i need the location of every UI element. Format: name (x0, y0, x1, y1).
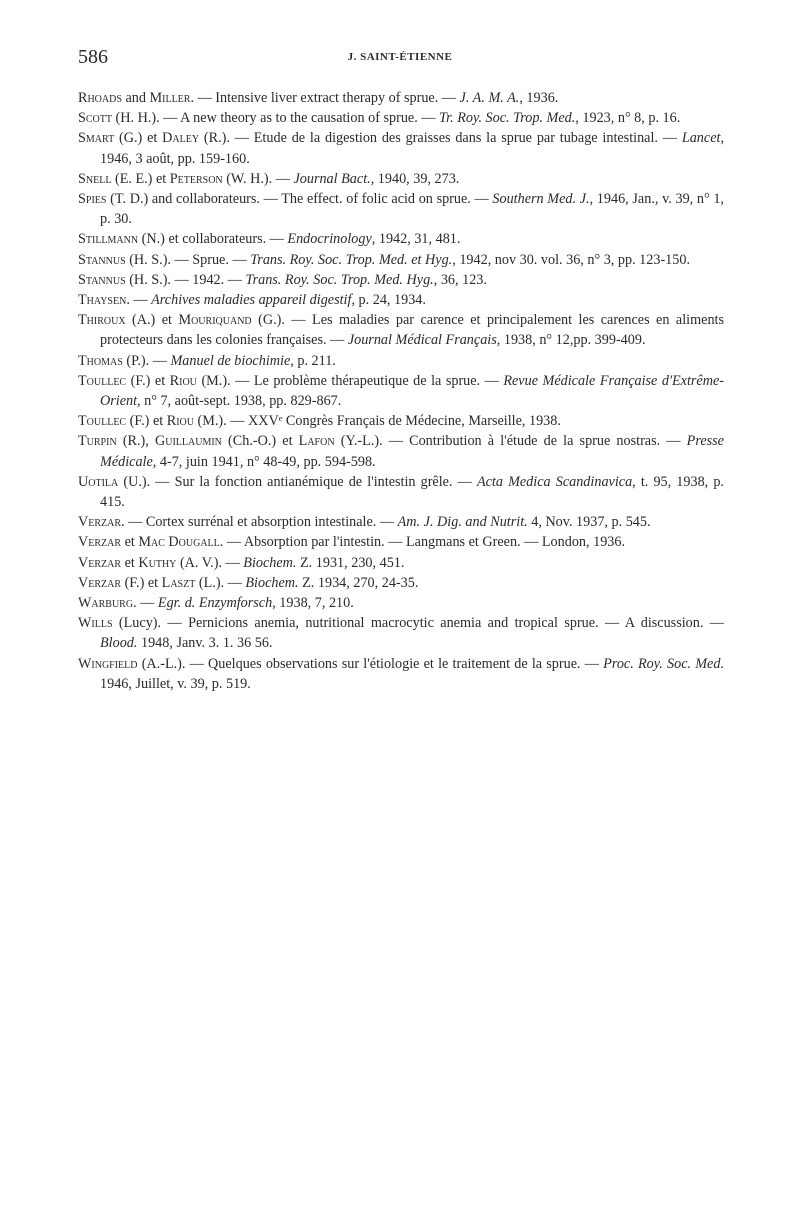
reference-author: Guillaumin (154, 433, 222, 450)
reference-entry (78, 88, 724, 108)
reference-source: Trans. Roy. Soc. Trop. Med. Hyg. (245, 271, 434, 288)
reference-text: (R.). — Etude de la digestion des graisses dans la sprue par tubage intestinal. — (199, 130, 682, 147)
reference-author: Warburg (78, 595, 134, 612)
reference-text: 1946, Juillet, v. 39, p. 519. (100, 675, 251, 692)
reference-source: Am. J. Dig. and Nutrit. (397, 514, 528, 531)
reference-text: (A.-L.). — Quelques observations sur l'étiologie et le traitement de la sprue. — (137, 655, 604, 672)
reference-author: Verzar (78, 554, 122, 571)
reference-source: Southern Med. J. (492, 191, 590, 208)
reference-author: Laszt (161, 574, 196, 591)
reference-text: , n° 7, août-sept. 1938, pp. 829-867. (137, 393, 342, 410)
reference-text: . — (126, 292, 152, 309)
reference-source: Lancet (681, 130, 721, 147)
reference-author: Stannus (78, 251, 126, 268)
reference-text: (G.). — Les maladies par carence et principalement les carences en aliments protecteurs dans les colonies françaises. — (100, 312, 724, 349)
reference-author: Verzar (78, 514, 122, 531)
reference-text: (M.). — XXVᵉ Congrès Français de Médecine, Marseille, 1938. (194, 413, 561, 430)
reference-entry (78, 169, 724, 189)
reference-author: Daley (162, 130, 200, 147)
reference-entry (78, 431, 724, 471)
reference-text: (U.). — Sur la fonction antianémique de l'intestin grêle. — (118, 473, 477, 490)
reference-source: Trans. Roy. Soc. Trop. Med. et Hyg. (250, 251, 453, 268)
reference-text: (T. D.) and collaborateurs. — The effect. of folic acid on sprue. — (106, 191, 493, 208)
reference-text: (E. E.) et (111, 170, 170, 187)
reference-source: Endocrinology (287, 231, 372, 248)
reference-text: (Ch.-O.) et (221, 433, 299, 450)
reference-text: , 4-7, juin 1941, n° 48-49, pp. 594-598. (152, 453, 376, 470)
reference-author: Stannus (78, 271, 126, 288)
reference-entry (78, 250, 724, 270)
reference-source: Presse Médicale (100, 433, 724, 470)
reference-text: . — (133, 595, 158, 612)
reference-source: Proc. Roy. Soc. Med. (603, 655, 724, 672)
reference-author: Mac Dougall (138, 534, 220, 551)
reference-text: . — Intensive liver extract therapy of sprue. — (190, 90, 460, 106)
reference-entry (78, 472, 724, 512)
reference-text: (F.) et (121, 574, 162, 591)
reference-text: , 1923, n° 8, p. 16. (575, 110, 681, 127)
reference-entry (78, 573, 724, 593)
reference-author: Verzar (78, 574, 122, 591)
reference-entry (78, 593, 724, 613)
reference-text: , 1946, Jan., v. 39, n° 1, p. 30. (100, 191, 724, 228)
reference-author: Uotila (78, 473, 119, 490)
reference-author: Riou (166, 413, 194, 430)
reference-text: (P.). — (122, 352, 171, 369)
reference-text: Z. 1931, 230, 451. (296, 554, 405, 571)
reference-text: (F.) et (126, 372, 170, 389)
reference-author: Thomas (78, 352, 123, 369)
reference-author: Thaysen (78, 292, 127, 309)
reference-text: Z. 1934, 270, 24-35. (298, 574, 419, 591)
reference-author: Peterson (169, 170, 223, 187)
reference-text: 4, Nov. 1937, p. 545. (527, 514, 651, 531)
reference-author: Thiroux (78, 312, 126, 329)
reference-text: (L.). — (195, 574, 246, 591)
reference-text: (F.) et (126, 413, 167, 430)
reference-author: Toullec (78, 413, 127, 430)
reference-text: (M.). — Le problème thérapeutique de la sprue. — (196, 372, 504, 389)
reference-source: Acta Medica Scandinavica (476, 473, 633, 490)
reference-source: Journal Bact. (293, 170, 371, 187)
reference-author: Rhoads (78, 90, 122, 106)
reference-author: Kuthy (138, 554, 177, 571)
reference-text: (G.) et (114, 130, 163, 147)
reference-entry (78, 310, 724, 350)
reference-source: Journal Médical Français (347, 332, 497, 349)
reference-entry (78, 512, 724, 532)
reference-source: J. A. M. A. (459, 90, 520, 106)
reference-entry (78, 270, 724, 290)
reference-entry (78, 290, 724, 310)
reference-entry (78, 229, 724, 249)
page-number: 586 (78, 46, 108, 68)
reference-text: (W. H.). — (222, 170, 294, 187)
reference-source: Biochem. (245, 574, 299, 591)
reference-author: Miller (149, 90, 191, 106)
reference-text: , 1938, n° 12,pp. 399-409. (496, 332, 646, 349)
reference-source: Egr. d. Enzymforsch (157, 595, 273, 612)
reference-text: , 1936. (519, 90, 559, 106)
reference-text: (Lucy). — Pernicions anemia, nutritional macrocytic anemia and tropical sprue. — A discussion. — (112, 615, 724, 632)
reference-author: Turpin (78, 433, 117, 450)
reference-text: (H. H.). — A new theory as to the causation of sprue. — (112, 110, 440, 127)
reference-text: and (121, 90, 150, 106)
reference-source: Manuel de biochimie (170, 352, 291, 369)
reference-author: Smart (78, 130, 115, 147)
reference-author: Wills (78, 615, 113, 632)
reference-text: , 1946, 3 août, pp. 159-160. (100, 130, 724, 167)
reference-text: . — Cortex surrénal et absorption intestinale. — (121, 514, 398, 531)
reference-text: , 36, 123. (433, 271, 487, 288)
reference-entry (78, 108, 724, 128)
reference-text: (A. V.). — (176, 554, 244, 571)
reference-entry (78, 128, 724, 168)
reference-text: (H. S.). — Sprue. — (125, 251, 251, 268)
reference-entry (78, 553, 724, 573)
reference-text: , 1942, 31, 481. (371, 231, 461, 248)
reference-entry (78, 654, 724, 694)
reference-entry (78, 189, 724, 229)
reference-author: Lafon (298, 433, 335, 450)
reference-source: Biochem. (243, 554, 297, 571)
reference-text: (H. S.). — 1942. — (125, 271, 246, 288)
reference-text: et (121, 554, 139, 571)
reference-source: Revue Médicale Française d'Extrême-Orient (100, 372, 724, 410)
running-title: J. SAINT-ÉTIENNE (347, 51, 453, 63)
reference-author: Snell (78, 170, 112, 187)
reference-text: (Y.-L.). — Contribution à l'étude de la sprue nostras. — (334, 433, 687, 450)
reference-author: Scott (78, 110, 112, 127)
reference-source: Archives maladies appareil digestif (151, 292, 352, 309)
reference-text: , t. 95, 1938, p. 415. (100, 473, 724, 511)
reference-author: Toullec (78, 372, 127, 389)
reference-text: , p. 24, 1934. (351, 292, 426, 309)
reference-text: (A.) et (125, 312, 179, 329)
reference-entry (78, 351, 724, 371)
reference-text: , 1938, 7, 210. (272, 595, 354, 612)
reference-source: Tr. Roy. Soc. Trop. Med. (439, 110, 576, 127)
reference-author: Stillmann (78, 231, 139, 248)
reference-author: Mouriquand (178, 312, 252, 329)
reference-entry (78, 371, 724, 411)
reference-text: 1948, Janv. 3. 1. 36 56. (137, 635, 273, 652)
reference-entry (78, 613, 724, 653)
reference-author: Wingfield (78, 655, 138, 672)
reference-author: Spies (78, 191, 107, 208)
reference-text: , 1940, 39, 273. (370, 170, 460, 187)
reference-text: (R.), (116, 433, 155, 450)
reference-author: Riou (169, 372, 197, 389)
reference-text: . — Absorption par l'intestin. — Langmans et Green. — London, 1936. (219, 534, 626, 551)
reference-list (78, 88, 724, 694)
reference-source: Blood. (100, 635, 138, 652)
reference-author: Verzar (78, 534, 122, 551)
reference-text: , 1942, nov 30. vol. 36, n° 3, pp. 123-150. (452, 251, 691, 268)
reference-text: (N.) et collaborateurs. — (138, 231, 288, 248)
reference-entry (78, 532, 724, 552)
reference-text: et (121, 534, 139, 551)
reference-text: , p. 211. (290, 352, 336, 369)
reference-entry (78, 411, 724, 431)
